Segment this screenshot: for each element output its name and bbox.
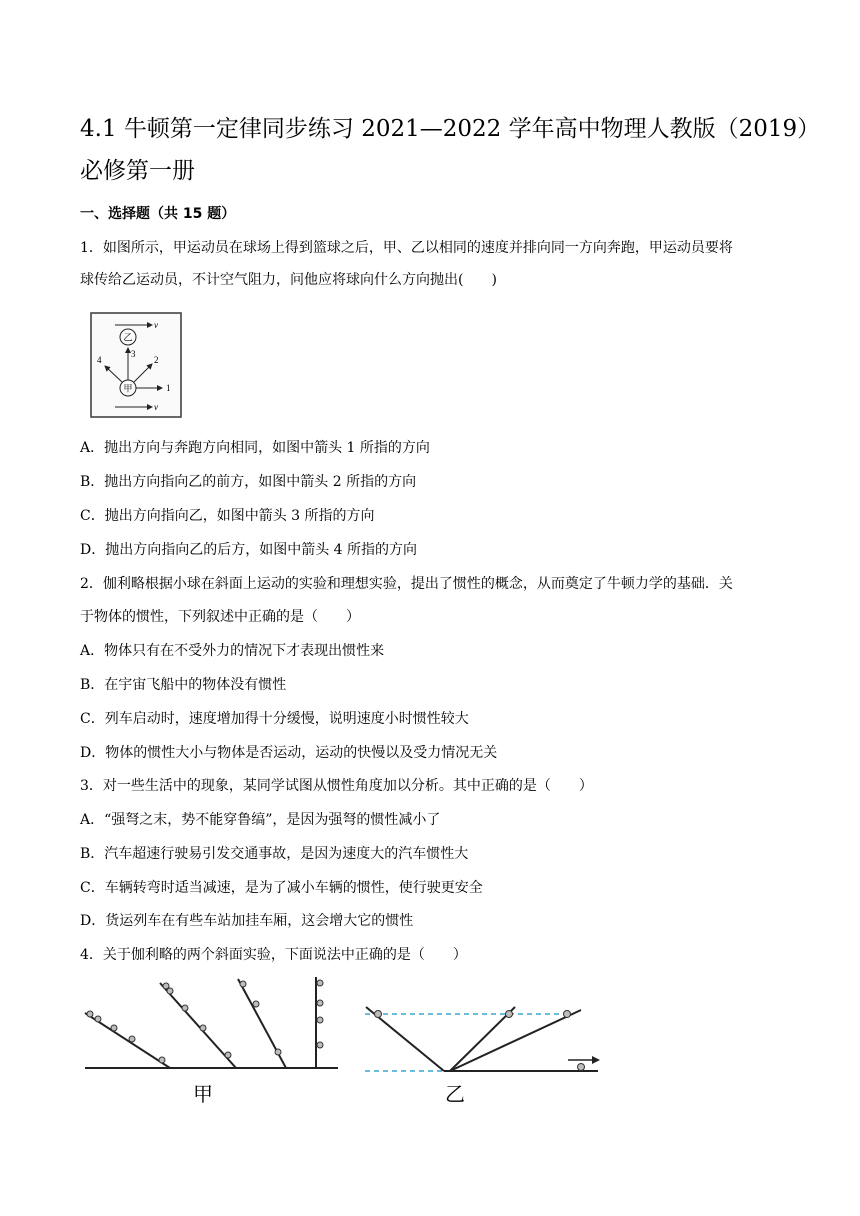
arrow-3-label: 3 bbox=[131, 349, 136, 359]
right-incline-2 bbox=[450, 1010, 581, 1071]
q4-figure-a bbox=[80, 975, 342, 1110]
q3-option-b: B．汽车超速行驶易引发交通事故，是因为速度大的汽车惯性大 bbox=[80, 846, 469, 862]
top-velocity-label: v bbox=[154, 320, 158, 330]
q1-stem-line-1: 1．如图所示，甲运动员在球场上得到篮球之后，甲、乙以相同的速度并排向同一方向奔跑，甲运动员要将 bbox=[80, 240, 733, 256]
q4-figure-b bbox=[360, 995, 605, 1110]
arrow-4-label: 4 bbox=[97, 355, 102, 365]
figure-a-label: 甲 bbox=[193, 1084, 213, 1106]
document-title-line-2: 必修第一册 bbox=[80, 158, 195, 184]
q1-figure-frame bbox=[91, 313, 181, 417]
right-incline-1 bbox=[450, 1007, 515, 1071]
q2-stem-line-2: 于物体的惯性，下列叙述中正确的是（ ） bbox=[80, 609, 360, 625]
q1-option-d: D．抛出方向指向乙的后方，如图中箭头 4 所指的方向 bbox=[80, 542, 418, 558]
q2-option-b: B．在宇宙飞船中的物体没有惯性 bbox=[80, 677, 287, 693]
figure-b-label: 乙 bbox=[445, 1084, 465, 1106]
q2-option-d: D．物体的惯性大小与物体是否运动，运动的快慢以及受力情况无关 bbox=[80, 745, 498, 761]
q2-stem-line-1: 2．伽利略根据小球在斜面上运动的实验和理想实验，提出了惯性的概念，从而奠定了牛顿力学的基础．关 bbox=[80, 576, 733, 592]
q1-option-c: C．抛出方向指向乙，如图中箭头 3 所指的方向 bbox=[80, 508, 375, 524]
section-header: 一、选择题（共 15 题） bbox=[80, 206, 236, 222]
q3-option-a: A．“强弩之末，势不能穿鲁缟”，是因为强弩的惯性减小了 bbox=[80, 812, 441, 828]
q3-option-d: D．货运列车在有些车站加挂车厢，这会增大它的惯性 bbox=[80, 913, 414, 929]
q1-stem-line-2: 球传给乙运动员，不计空气阻力，问他应将球向什么方向抛出( ) bbox=[80, 272, 497, 288]
arrow-2-label: 2 bbox=[154, 355, 159, 365]
bottom-velocity-label: v bbox=[154, 402, 158, 412]
q2-option-a: A．物体只有在不受外力的情况下才表现出惯性来 bbox=[80, 643, 385, 659]
player-b-label: 乙 bbox=[123, 332, 133, 343]
q3-option-c: C．车辆转弯时适当减速，是为了减小车辆的惯性，使行驶更安全 bbox=[80, 880, 483, 896]
q1-figure-players bbox=[88, 310, 184, 420]
q1-option-a: A．抛出方向与奔跑方向相同，如图中箭头 1 所指的方向 bbox=[80, 440, 430, 456]
arrow-1-label: 1 bbox=[166, 383, 171, 393]
player-a-label: 甲 bbox=[123, 383, 133, 394]
q4-stem: 4．关于伽利略的两个斜面实验，下面说法中正确的是（ ） bbox=[80, 947, 467, 963]
motion-arrow-head bbox=[592, 1056, 600, 1064]
q2-option-c: C．列车启动时，速度增加得十分缓慢，说明速度小时惯性较大 bbox=[80, 711, 469, 727]
q1-option-b: B．抛出方向指向乙的前方，如图中箭头 2 所指的方向 bbox=[80, 474, 417, 490]
document-title-line-1: 4.1 牛顿第一定律同步练习 2021—2022 学年高中物理人教版（2019） bbox=[80, 116, 821, 142]
balls bbox=[87, 980, 323, 1063]
q3-stem: 3．对一些生活中的现象，某同学试图从惯性角度加以分析。其中正确的是（ ） bbox=[80, 778, 593, 794]
